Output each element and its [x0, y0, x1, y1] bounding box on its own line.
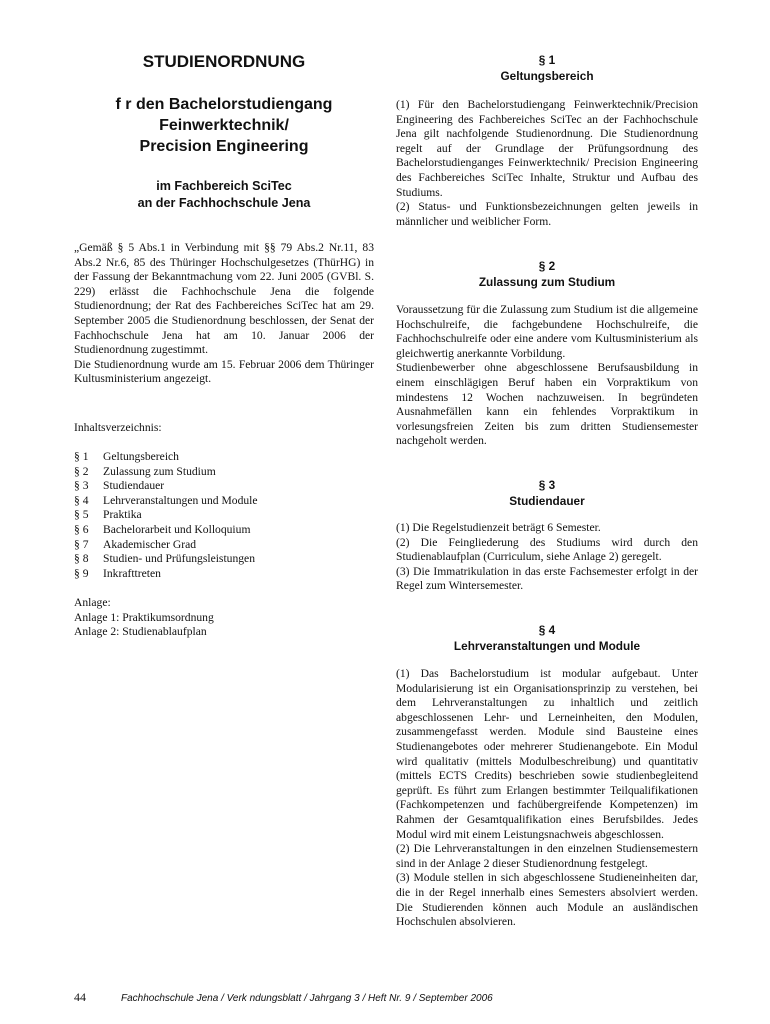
section-3-heading — [396, 477, 698, 509]
toc-item-label: Akademischer Grad — [103, 537, 197, 551]
section-number: § 4 — [538, 623, 556, 637]
toc-item-label: Zulassung zum Studium — [103, 464, 216, 478]
section-paragraph: (2) Status- und Funktionsbezeichnungen gelten jeweils in männlicher und weiblicher Form. — [396, 200, 698, 228]
toc-item-label: Bachelorarbeit und Kolloquium — [103, 522, 251, 536]
section-title: Studiendauer — [509, 494, 585, 508]
section-paragraph: (2) Die Feingliederung des Studiums wird durch den Studienablaufplan (Curriculum, siehe Anlage 2) geregelt. — [396, 535, 698, 564]
appendix-item: Anlage 2: Studienablaufplan — [74, 625, 207, 639]
section-1-heading — [396, 52, 698, 84]
journal-reference: Fachhochschule Jena / Verk ndungsblatt / Jahrgang 3 / Heft Nr. 9 / September 2006 — [121, 993, 493, 1004]
subtitle-line: Feinwerktechnik/ — [159, 117, 289, 134]
toc-item — [74, 465, 374, 480]
subtitle-line: f r den Bachelorstudiengang — [115, 96, 333, 113]
toc-item-label: Studien- und Prüfungsleistungen — [103, 552, 255, 566]
document-subtitle — [74, 94, 374, 157]
toc-item — [74, 479, 374, 494]
section-2-heading — [396, 258, 698, 290]
toc-item-number: § 4 — [74, 493, 89, 507]
section-paragraph: (1) Für den Bachelorstudiengang Feinwerktechnik/Precision Engineering des Fachbereiches SciTec an der Fachhochschule Jena gilt nachfolgende Studienordnung. Die Studienordnung regelt auf der Grundlage der Prüfungsordnung des Bachelorstudienganges Feinwerktechnik/ Precision Engineering des Fachbereiches SciTec Inhalte, Struktur und Aufbau des Studiums. — [396, 98, 698, 199]
toc-item-number: § 2 — [74, 464, 89, 478]
section-number: § 1 — [538, 53, 556, 67]
appendix-list — [74, 596, 374, 640]
section-4-body — [396, 667, 698, 930]
faculty-heading — [74, 178, 374, 212]
section-paragraph: (3) Module stellen in sich abgeschlossene Studieneinheiten dar, die in der Regel innerhalb eines Semesters absolviert werden. Die Studierenden können auch Module an ausländischen Hochschulen absolvieren. — [396, 871, 698, 929]
toc-item — [74, 567, 374, 582]
section-number: § 3 — [538, 478, 556, 492]
toc-item-label: Lehrveranstaltungen und Module — [103, 493, 258, 507]
toc-item-label: Praktika — [103, 508, 142, 522]
section-3-body — [396, 521, 698, 594]
toc-item-number: § 6 — [74, 522, 89, 536]
intro-paragraph: Die Studienordnung wurde am 15. Februar 2006 dem Thüringer Kultusministerium angezeigt. — [74, 357, 374, 386]
toc-item — [74, 508, 374, 523]
toc-item-number: § 9 — [74, 566, 89, 580]
faculty-line: im Fachbereich SciTec — [156, 179, 292, 193]
section-title: Geltungsbereich — [500, 69, 594, 83]
section-paragraph: (2) Die Lehrveranstaltungen in den einzelnen Studiensemestern sind in der Anlage 2 dieser Studienordnung festgelegt. — [396, 842, 698, 870]
page-footer — [74, 990, 714, 1005]
toc-item-number: § 1 — [74, 450, 89, 463]
subtitle-line: Precision Engineering — [139, 138, 309, 155]
section-paragraph: Studienbewerber ohne abgeschlossene Berufsausbildung in einem einschlägigen Beruf haben ein Vorpraktikum von mindestens 12 Wochen nachzuweisen. In begründeten Ausnahmefällen kann ein fehlendes Vorpraktikum in vorlesungsfreien Zeiten bis zum dritten Studiensemester nachgeholt werden. — [396, 361, 698, 448]
toc-item-number: § 7 — [74, 537, 89, 551]
document-title: STUDIENORDNUNG — [142, 52, 306, 71]
section-paragraph: (1) Die Regelstudienzeit beträgt 6 Semester. — [396, 521, 601, 534]
toc-item-label: Studiendauer — [103, 479, 165, 493]
toc-item-label: Inkrafttreten — [103, 566, 161, 580]
toc-item-number: § 8 — [74, 552, 89, 566]
toc-item — [74, 523, 374, 538]
section-2-body — [396, 303, 698, 449]
toc-item-label: Geltungsbereich — [103, 450, 179, 463]
section-paragraph: (3) Die Immatrikulation in das erste Fachsemester erfolgt in der Regel zum Wintersemester. — [396, 564, 698, 593]
section-title: Zulassung zum Studium — [478, 275, 616, 289]
section-paragraph: (1) Das Bachelorstudium ist modular aufgebaut. Unter Modularisierung ist ein Organisationsprinzip zu verstehen, bei dem Lehrveranstaltungen zu inhaltlich und zeitlich abgeschlossenen Lehr- und Lerneinheiten, den Modulen, zusammengefasst werden. Module sind Bausteine eines Studienangebotes oder mehrerer Studienangebote. Ein Modul wird qualitativ (mittels Modulbeschreibung) und quantitativ (mittels ECTS Credits) beschrieben sowie studienbegleitend geprüft. Es führt zum Erlangen bestimmter Teilqualifikationen (Fachkompetenzen und fachübergreifende Kompetenzen) im Rahmen der Gesamtqualifikation eines Berufsbildes. Jedes Modul wird mit einem Leistungsnachweis abgeschlossen. — [396, 667, 698, 841]
page-number: 44 — [74, 990, 86, 1004]
section-title: Lehrveranstaltungen und Module — [453, 639, 641, 653]
table-of-contents — [74, 450, 374, 581]
section-4-heading — [396, 622, 698, 654]
section-paragraph: Voraussetzung für die Zulassung zum Studium ist die allgemeine Hochschulreife, die fachgebundene Hochschulreife, die Fachhochschulreife oder eine andere vom Kultusministerium als gleichwertig anerkannte Vorbildung. — [396, 303, 698, 360]
toc-title: Inhaltsverzeichnis: — [74, 421, 162, 434]
toc-item-number: § 5 — [74, 508, 89, 522]
intro-paragraph: „Gemäß § 5 Abs.1 in Verbindung mit §§ 79 Abs.2 Nr.11, 83 Abs.2 Nr.6, 85 des Thüringer Hochschulgesetzes (ThürHG) in der Fassung der Bekanntmachung vom 22. Juni 2005 (GVBl. S. 229) erlässt die Fachhochschule Jena die folgende Studienordnung; der Rat des Fachbereiches SciTec hat am 29. September 2005 die Studienordnung beschlossen, der Senat der Fachhochschule Jena hat am 10. Januar 2006 der Studienordnung zugestimmt. — [74, 241, 374, 357]
appendix-item: Anlage 1: Praktikumsordnung — [74, 610, 214, 624]
toc-item — [74, 494, 374, 509]
toc-item — [74, 552, 374, 567]
toc-item — [74, 450, 374, 465]
section-number: § 2 — [538, 259, 556, 273]
toc-item-number: § 3 — [74, 479, 89, 493]
intro-text — [74, 241, 374, 387]
appendix-item: Anlage: — [74, 596, 111, 609]
faculty-line: an der Fachhochschule Jena — [137, 196, 311, 210]
toc-item — [74, 538, 374, 553]
section-1-body — [396, 98, 698, 229]
